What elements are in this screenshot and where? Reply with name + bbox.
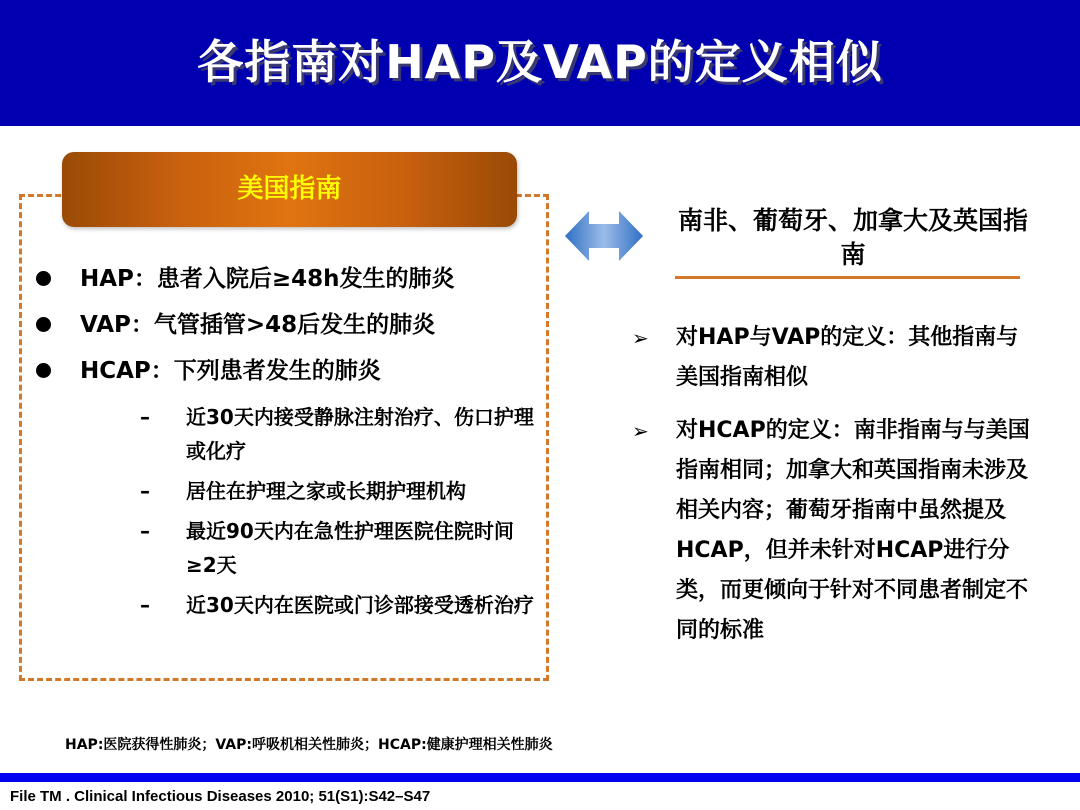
- dash-bullet-icon: –: [140, 405, 150, 429]
- us-definition-list: [36, 258, 541, 396]
- list-item: [140, 514, 540, 582]
- hcap-definition: HCAP：下列患者发生的肺炎: [80, 358, 381, 384]
- us-guideline-header: [62, 152, 517, 227]
- criteria-text: 近30天内接受静脉注射治疗、伤口护理或化疗: [186, 405, 534, 463]
- slide-title: 各指南对HAP及VAP的定义相似: [197, 35, 883, 89]
- list-item: [632, 411, 1042, 651]
- other-guidelines-title: 南非、葡萄牙、加拿大及英国指南: [677, 206, 1028, 269]
- dash-bullet-icon: –: [140, 519, 150, 543]
- arrow-bullet-icon: ➢: [632, 419, 649, 443]
- title-underline: [675, 276, 1020, 279]
- hap-definition: HAP：患者入院后≥48h发生的肺炎: [80, 266, 455, 292]
- hcap-comparison: 对HCAP的定义：南非指南与与美国指南相同；加拿大和英国指南未涉及相关内容；葡萄牙指南中虽然提及HCAP，但并未针对HCAP进行分类，而更倾向于针对不同患者制定不同的标准: [676, 418, 1030, 643]
- list-item: [140, 474, 540, 508]
- vap-definition: VAP：气管插管>48后发生的肺炎: [80, 312, 436, 338]
- us-guideline-label: 美国指南: [237, 174, 342, 204]
- list-item: [140, 400, 540, 468]
- hap-vap-comparison: 对HAP与VAP的定义：其他指南与美国指南相似: [676, 325, 1019, 390]
- footer-bar: [0, 773, 1080, 782]
- criteria-text: 近30天内在医院或门诊部接受透析治疗: [186, 593, 534, 617]
- title-banner: [0, 0, 1080, 126]
- bullet-dot-icon: [36, 271, 51, 286]
- list-item: [36, 258, 541, 304]
- arrow-bullet-icon: ➢: [632, 326, 649, 350]
- bullet-dot-icon: [36, 363, 51, 378]
- abbreviation-footnote: HAP:医院获得性肺炎；VAP:呼吸机相关性肺炎；HCAP:健康护理相关性肺炎: [65, 737, 553, 753]
- dash-bullet-icon: –: [140, 593, 150, 617]
- bullet-dot-icon: [36, 317, 51, 332]
- criteria-text: 最近90天内在急性护理医院住院时间≥2天: [186, 519, 514, 577]
- citation: File TM . Clinical Infectious Diseases 2010; 51(S1):S42–S47: [10, 788, 431, 805]
- hcap-criteria-list: [140, 400, 540, 628]
- list-item: [36, 350, 541, 396]
- list-item: [140, 588, 540, 622]
- double-headed-arrow-icon: [565, 211, 643, 261]
- list-item: [632, 318, 1042, 398]
- criteria-text: 居住在护理之家或长期护理机构: [186, 479, 466, 503]
- dash-bullet-icon: –: [140, 479, 150, 503]
- list-item: [36, 304, 541, 350]
